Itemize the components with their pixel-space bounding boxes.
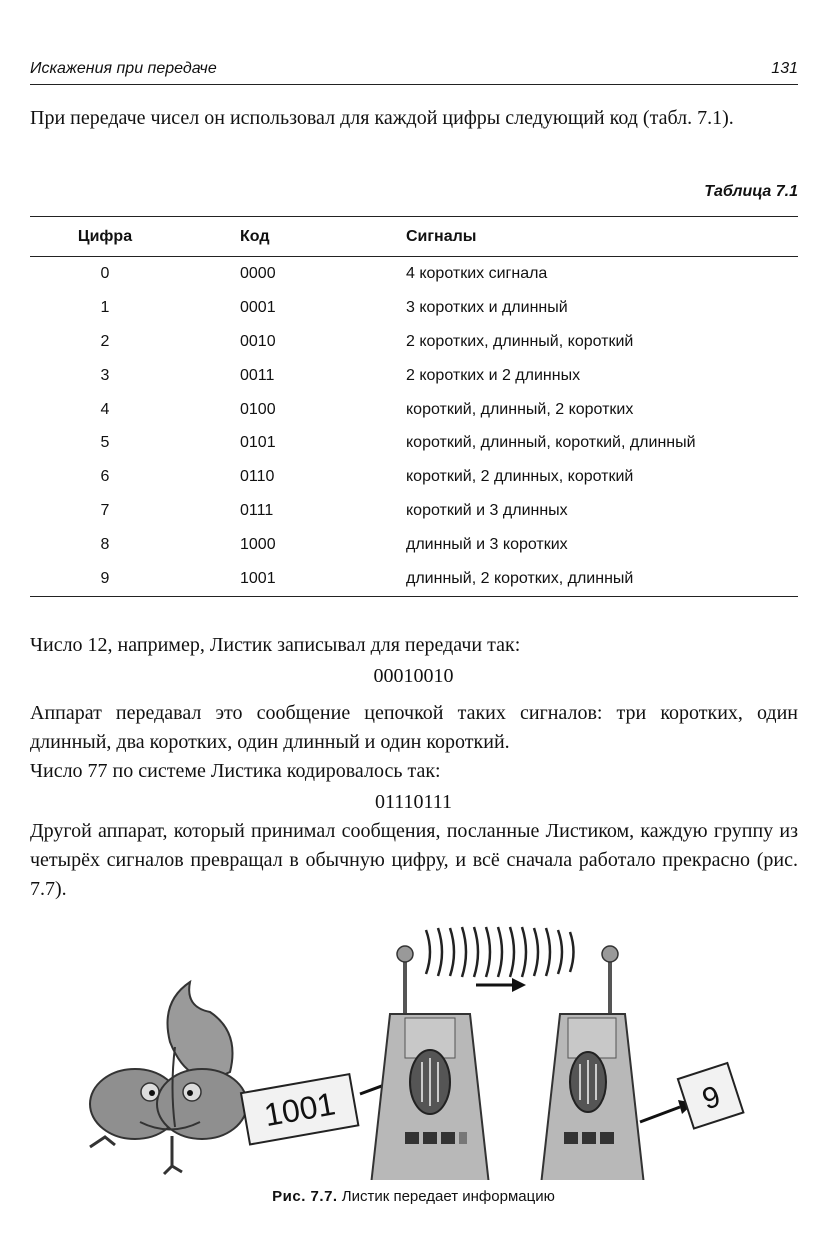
cell-code: 0011 [240,366,275,384]
cell-signals: 4 коротких сигнала [406,264,548,282]
leaf-character-icon [90,982,247,1174]
cell-digit: 8 [100,536,110,554]
cell-signals: короткий, длинный, 2 коротких [406,400,634,418]
paragraph-receiver: Другой аппарат, который принимал сообщения, посланные Листиком, каждую группу из четырёх сигналов превращал в обычную цифру, и всё сначала работало прекрасно (рис. 7.7). [30,820,798,900]
cell-signals: длинный, 2 коротких, длинный [406,569,634,587]
cell-code: 1001 [240,569,276,587]
code-12: 00010010 [373,665,454,687]
table-row [30,494,798,528]
cell-code: 1000 [240,536,276,554]
paragraph-number-77: Число 77 по системе Листика кодировалось так: [30,760,441,782]
cell-digit: 2 [100,332,110,350]
cell-digit: 9 [100,569,110,587]
message-card [241,1074,358,1144]
table-header-row [30,217,798,257]
receiver-device-icon [540,946,645,1180]
cell-signals: 2 коротких, длинный, короткий [406,332,634,350]
table-row [30,393,798,427]
cell-signals: короткий и 3 длинных [406,502,568,520]
page-number: 131 [771,60,798,77]
cell-signals: короткий, длинный, короткий, длинный [406,434,696,452]
cell-digit: 7 [100,502,110,520]
table-row [30,325,798,359]
result-card [678,1063,744,1129]
cell-signals: 3 коротких и длинный [406,298,568,316]
cell-digit: 4 [100,400,110,418]
column-header-code: Код [180,217,406,257]
cell-digit: 5 [100,434,110,452]
result-card-text: 9 [698,1079,725,1117]
table-row [30,291,798,325]
transmit-arrow-icon [476,978,526,992]
cell-digit: 3 [100,366,110,384]
paragraph-transmission: Аппарат передавал это сообщение цепочкой таких сигналов: три коротких, один длинный, два коротких, один длинный и один короткий. [30,702,798,753]
cell-code: 0110 [240,468,275,486]
cell-signals: 2 коротких и 2 длинных [406,366,581,384]
cell-code: 0010 [240,332,276,350]
figure-caption-label: Рис. 7.7. [272,1188,338,1205]
running-header [30,58,798,85]
table-caption: Таблица 7.1 [704,183,798,200]
code-77: 01110111 [374,791,453,813]
cell-digit: 1 [100,298,110,316]
paragraph-number-12: Число 12, например, Листик записывал для передачи так: [30,634,521,656]
table-row [30,257,798,291]
cell-signals: короткий, 2 длинных, короткий [406,468,634,486]
table-row [30,460,798,494]
message-card-text: 1001 [261,1085,338,1134]
cell-code: 0101 [240,434,276,452]
figure-caption-text: Листик передает информацию [341,1188,555,1205]
cell-signals: длинный и 3 коротких [406,536,568,554]
cell-code: 0100 [240,400,276,418]
column-header-digit: Цифра [30,217,180,257]
figure-transmission [80,922,760,1180]
cell-digit: 0 [100,264,110,282]
code-table [30,216,798,597]
table-row [30,426,798,460]
column-header-signals: Сигналы [406,217,798,257]
cell-digit: 6 [100,468,110,486]
table-row [30,528,798,562]
figure-caption [0,1188,827,1205]
table-row [30,562,798,596]
running-title: Искажения при передаче [30,60,217,77]
radio-waves-icon [426,927,574,977]
transmitter-device-icon [370,946,490,1180]
cell-code: 0000 [240,264,276,282]
cell-code: 0001 [240,298,276,316]
intro-paragraph: При передаче чисел он использовал для каждой цифры следующий код (табл. 7.1). [30,107,734,129]
table-row [30,359,798,393]
cell-code: 0111 [240,502,274,520]
